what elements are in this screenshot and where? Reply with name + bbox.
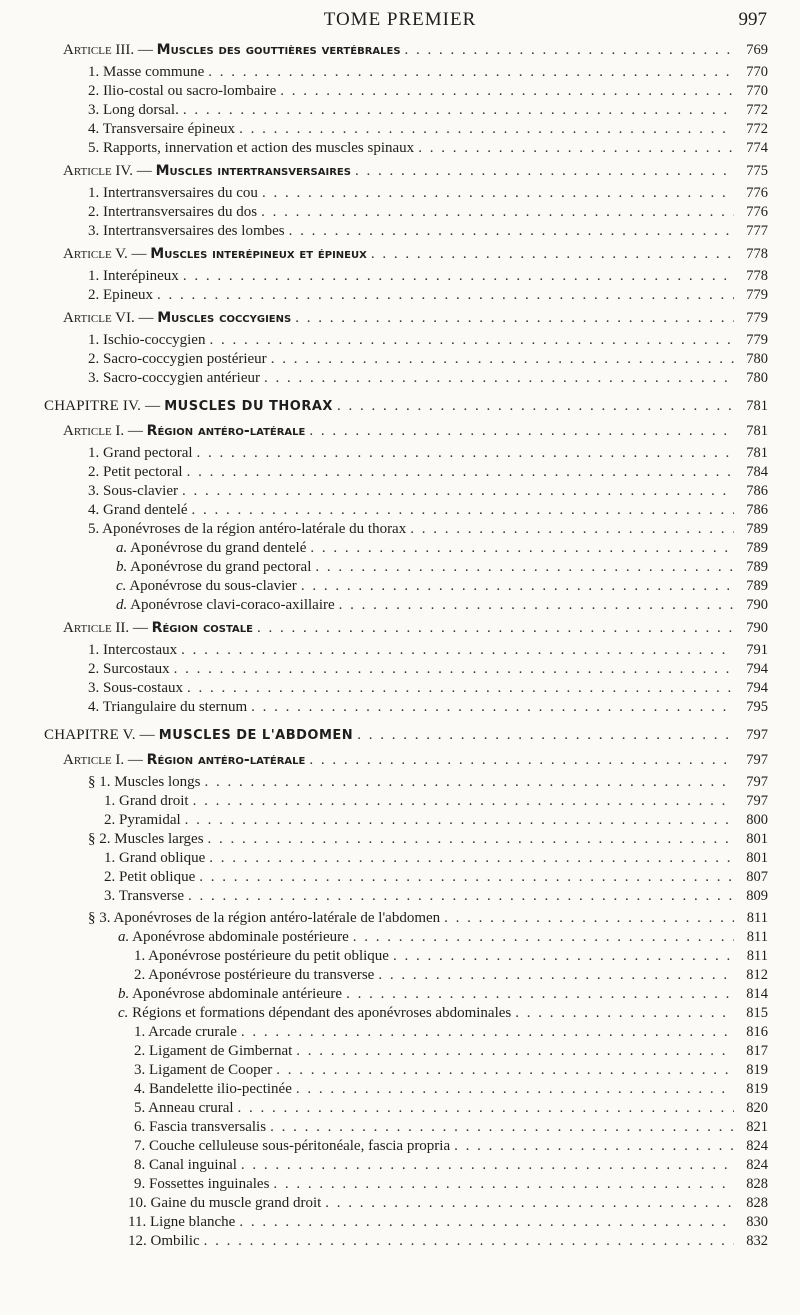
toc-page-number: 774 <box>746 140 768 156</box>
leader-dots <box>309 752 734 769</box>
toc-entry-label: 2. Epineux <box>88 287 153 303</box>
toc-page-number: 832 <box>746 1233 768 1249</box>
toc-entry-label: b. Aponévrose abdominale antérieure <box>118 986 343 1002</box>
toc-page-number: 797 <box>746 752 768 768</box>
toc-entry-label: 12. Ombilic <box>128 1233 200 1249</box>
toc-entry <box>88 351 768 371</box>
toc-entry-label: a. Aponévrose du grand dentelé <box>116 540 307 556</box>
toc-page-number: 797 <box>746 727 768 743</box>
toc-entry-label: 2. Petit pectoral <box>88 464 183 480</box>
toc-entry-label: c. Régions et formations dépendant des aponévroses abdominales <box>118 1005 512 1021</box>
toc-entry-prefix: Article VI. — <box>63 310 158 326</box>
leader-dots <box>309 423 734 440</box>
toc-entry <box>116 540 768 560</box>
toc-entry-label: 5. Anneau crural <box>134 1100 234 1116</box>
toc-entry <box>134 948 768 968</box>
toc-entry <box>88 332 768 352</box>
toc-entry <box>88 464 768 484</box>
leader-dots <box>174 661 734 678</box>
leader-dots <box>239 1214 734 1231</box>
toc-page-number: 811 <box>746 929 768 945</box>
leader-dots <box>261 204 734 221</box>
toc-entry <box>116 559 768 579</box>
toc-page-number: 797 <box>746 793 768 809</box>
toc-entry <box>88 521 768 541</box>
toc-page-number: 817 <box>746 1043 768 1059</box>
toc-entry <box>134 1119 768 1139</box>
toc-entry-label: 3. Sous-clavier <box>88 483 178 499</box>
toc-entry-prefix: Article V. — <box>63 246 151 262</box>
leader-dots <box>238 1100 734 1117</box>
toc-entry-label <box>44 398 333 415</box>
toc-entry-label: § 2. Muscles larges <box>88 831 204 847</box>
toc-page-number: 777 <box>746 223 768 239</box>
toc-entry <box>88 204 768 224</box>
toc-entry-label: 1. Masse commune <box>88 64 205 80</box>
leader-dots <box>205 774 735 791</box>
toc-page-number: 778 <box>746 246 768 262</box>
toc-article-entry <box>63 310 768 330</box>
leader-dots <box>264 370 734 387</box>
toc-entry-label: § 1. Muscles longs <box>88 774 201 790</box>
running-title: TOME PREMIER <box>323 9 477 30</box>
leader-dots <box>346 986 734 1003</box>
toc-page-number: 789 <box>746 540 768 556</box>
toc-page-number: 828 <box>746 1195 768 1211</box>
toc-page-number: 789 <box>746 578 768 594</box>
toc-entry-label: 5. Rapports, innervation et action des muscles spinaux <box>88 140 415 156</box>
toc-entry <box>134 1100 768 1120</box>
leader-dots <box>410 521 734 538</box>
leader-dots <box>193 793 734 810</box>
toc-page-number: 801 <box>746 850 768 866</box>
toc-entry-prefix: Article II. — <box>63 620 152 636</box>
leader-dots <box>188 888 734 905</box>
toc-page-number: 779 <box>746 310 768 326</box>
toc-page-number: 779 <box>746 287 768 303</box>
toc-chapter-entry <box>44 398 768 418</box>
toc-entry-label: 4. Grand dentelé <box>88 502 188 518</box>
leader-dots <box>296 1081 734 1098</box>
toc-page-number: 824 <box>746 1157 768 1173</box>
toc-entry-label: 3. Intertransversaires des lombes <box>88 223 285 239</box>
toc-entry-label: 2. Petit oblique <box>104 869 196 885</box>
toc-entry-title: MUSCLES DU THORAX <box>164 399 333 414</box>
toc-page-number: 789 <box>746 559 768 575</box>
toc-entry-label: 2. Intertransversaires du dos <box>88 204 258 220</box>
toc-page-number: 791 <box>746 642 768 658</box>
toc-page-number: 770 <box>746 64 768 80</box>
toc-page-number: 800 <box>746 812 768 828</box>
leader-dots <box>393 948 734 965</box>
toc-entry-label: 5. Aponévroses de la région antéro-latérale du thorax <box>88 521 407 537</box>
toc-entry <box>134 1157 768 1177</box>
toc-entry <box>118 1005 768 1025</box>
toc-page-number: 781 <box>746 445 768 461</box>
leader-dots <box>295 310 734 327</box>
toc-entry <box>134 1176 768 1196</box>
toc-entry-label: 11. Ligne blanche <box>128 1214 236 1230</box>
leader-dots <box>183 102 734 119</box>
toc-page-number: 821 <box>746 1119 768 1135</box>
toc-page-number: 776 <box>746 185 768 201</box>
leader-dots <box>257 620 734 637</box>
page-number: 997 <box>738 9 767 30</box>
toc-entry <box>88 642 768 662</box>
toc-page-number: 830 <box>746 1214 768 1230</box>
toc-entry-prefix: CHAPITRE V. — <box>44 727 159 743</box>
leader-dots <box>182 483 734 500</box>
leader-dots <box>271 351 734 368</box>
toc-entry-label: 3. Ligament de Cooper <box>134 1062 273 1078</box>
toc-entry <box>134 1138 768 1158</box>
toc-entry <box>88 64 768 84</box>
toc-entry-label: 2. Sacro-coccygien postérieur <box>88 351 267 367</box>
leader-dots <box>444 910 734 927</box>
toc-page-number: 797 <box>746 774 768 790</box>
leader-dots <box>289 223 734 240</box>
toc-page-number: 775 <box>746 163 768 179</box>
toc-entry <box>104 869 768 889</box>
toc-page-number: 814 <box>746 986 768 1002</box>
toc-entry <box>88 699 768 719</box>
toc-entry-title: Muscles intertransversaires <box>155 163 351 179</box>
toc-page-number: 772 <box>746 121 768 137</box>
toc-page-number: 811 <box>746 910 768 926</box>
leader-dots <box>204 1233 734 1250</box>
leader-dots <box>251 699 734 716</box>
leader-dots <box>185 812 734 829</box>
toc-entry <box>134 1024 768 1044</box>
toc-entry-title: Muscles coccygiens <box>157 310 292 326</box>
leader-dots <box>183 268 734 285</box>
toc-page-number: 769 <box>746 42 768 58</box>
toc-entry <box>134 967 768 987</box>
toc-entry-label: 3. Sacro-coccygien antérieur <box>88 370 260 386</box>
toc-page-number: 795 <box>746 699 768 715</box>
toc-page-number: 770 <box>746 83 768 99</box>
toc-entry <box>88 680 768 700</box>
leader-dots <box>270 1119 734 1136</box>
toc-article-entry <box>63 42 768 62</box>
toc-entry-title: Muscles interépineux et épineux <box>150 246 367 262</box>
toc-entry-label <box>63 246 367 263</box>
toc-page-number: 776 <box>746 204 768 220</box>
leader-dots <box>157 287 734 304</box>
leader-dots <box>181 642 734 659</box>
leader-dots <box>339 597 734 614</box>
toc-entry-prefix: Article III. — <box>63 42 157 58</box>
leader-dots <box>371 246 734 263</box>
toc-entry-label <box>63 310 291 327</box>
toc-page-number: 809 <box>746 888 768 904</box>
toc-entry-title: Région antéro-latérale <box>146 423 306 439</box>
toc-entry <box>88 83 768 103</box>
toc-page-number: 790 <box>746 620 768 636</box>
toc-entry-label: 1. Interépineux <box>88 268 179 284</box>
leader-dots <box>192 502 734 519</box>
leader-dots <box>208 64 734 81</box>
toc-entry <box>88 831 768 851</box>
toc-article-entry <box>63 246 768 266</box>
leader-dots <box>241 1157 734 1174</box>
toc-entry-label <box>44 727 353 744</box>
toc-entry <box>88 223 768 243</box>
toc-entry <box>88 774 768 794</box>
toc-page-number: 812 <box>746 967 768 983</box>
toc-entry-label <box>63 620 253 637</box>
toc-entry-label: 2. Aponévrose postérieure du transverse <box>134 967 375 983</box>
toc-entry <box>88 268 768 288</box>
toc-entry-label: 4. Triangulaire du sternum <box>88 699 248 715</box>
toc-entry-label: 1. Ischio-coccygien <box>88 332 206 348</box>
toc-article-entry <box>63 752 768 772</box>
toc-entry-title: Région antéro-latérale <box>146 752 306 768</box>
toc-page-number: 820 <box>746 1100 768 1116</box>
toc-entry-label: c. Aponévrose du sous-clavier <box>116 578 297 594</box>
leader-dots <box>262 185 734 202</box>
toc-page-number: 786 <box>746 483 768 499</box>
toc-page-number: 819 <box>746 1062 768 1078</box>
toc-entry-label: 1. Grand pectoral <box>88 445 193 461</box>
toc-entry <box>104 812 768 832</box>
toc-article-entry <box>63 163 768 183</box>
toc-entry-label: 4. Transversaire épineux <box>88 121 236 137</box>
toc-page-number: 807 <box>746 869 768 885</box>
toc-page-number: 779 <box>746 332 768 348</box>
toc-entry-label: b. Aponévrose du grand pectoral <box>116 559 312 575</box>
leader-dots <box>310 540 734 557</box>
toc-article-entry <box>63 620 768 640</box>
toc-entry-label: 2. Surcostaux <box>88 661 170 677</box>
toc-entry-label <box>63 423 305 440</box>
toc-entry-label: 2. Ligament de Gimbernat <box>134 1043 293 1059</box>
leader-dots <box>209 850 734 867</box>
toc-entry-prefix: Article I. — <box>63 423 147 439</box>
toc-entry-label: 1. Intercostaux <box>88 642 178 658</box>
leader-dots <box>325 1195 734 1212</box>
toc-entry-label: 1. Intertransversaires du cou <box>88 185 258 201</box>
leader-dots <box>296 1043 734 1060</box>
toc-entry-label: 1. Aponévrose postérieure du petit oblique <box>134 948 389 964</box>
leader-dots <box>187 680 734 697</box>
toc-page-number: 815 <box>746 1005 768 1021</box>
toc-entry <box>134 1043 768 1063</box>
toc-entry-label: 3. Sous-costaux <box>88 680 183 696</box>
toc-entry <box>116 597 768 617</box>
toc-page-number: 789 <box>746 521 768 537</box>
leader-dots <box>276 1062 734 1079</box>
toc-page-number: 780 <box>746 370 768 386</box>
toc-entry-label <box>63 42 401 59</box>
toc-entry <box>88 483 768 503</box>
toc-page-number: 778 <box>746 268 768 284</box>
toc-entry-label: 3. Transverse <box>104 888 185 904</box>
toc-entry-label: § 3. Aponévroses de la région antéro-latérale de l'abdomen <box>88 910 441 926</box>
toc-entry-label: 7. Couche celluleuse sous-péritonéale, fascia propria <box>134 1138 451 1154</box>
toc-entry <box>88 910 768 930</box>
toc-entry <box>128 1214 768 1234</box>
leader-dots <box>353 929 734 946</box>
toc-entry <box>118 929 768 949</box>
toc-page-number: 780 <box>746 351 768 367</box>
leader-dots <box>273 1176 734 1193</box>
toc-page-number: 794 <box>746 680 768 696</box>
toc-page-number: 819 <box>746 1081 768 1097</box>
toc-entry <box>88 185 768 205</box>
toc-entry-label: 9. Fossettes inguinales <box>134 1176 270 1192</box>
leader-dots <box>337 398 734 415</box>
toc-entry <box>134 1081 768 1101</box>
toc-entry <box>104 793 768 813</box>
toc-entry-title: Muscles des gouttières vertébrales <box>156 42 401 58</box>
toc-entry <box>88 287 768 307</box>
leader-dots <box>241 1024 734 1041</box>
toc-page-number: 790 <box>746 597 768 613</box>
leader-dots <box>515 1005 734 1022</box>
toc-entry-title: Région costale <box>151 620 253 636</box>
toc-entry-label <box>63 163 351 180</box>
leader-dots <box>239 121 734 138</box>
toc-entry-prefix: CHAPITRE IV. — <box>44 398 165 414</box>
toc-page-number: 784 <box>746 464 768 480</box>
toc-article-entry <box>63 423 768 443</box>
leader-dots <box>315 559 734 576</box>
toc-entry-prefix: Article I. — <box>63 752 147 768</box>
leader-dots <box>355 163 734 180</box>
toc-entry <box>88 121 768 141</box>
toc-entry-label: 2. Pyramidal <box>104 812 181 828</box>
leader-dots <box>454 1138 734 1155</box>
toc-page-number: 794 <box>746 661 768 677</box>
toc-entry <box>134 1062 768 1082</box>
leader-dots <box>187 464 734 481</box>
toc-entry-label: 10. Gaine du muscle grand droit <box>128 1195 322 1211</box>
toc-page-number: 781 <box>746 423 768 439</box>
toc-page-number: 786 <box>746 502 768 518</box>
toc-entry <box>88 370 768 390</box>
running-header <box>0 9 800 31</box>
toc-entry <box>128 1233 768 1253</box>
leader-dots <box>378 967 734 984</box>
toc-page-number: 816 <box>746 1024 768 1040</box>
toc-entry-label: d. Aponévrose clavi-coraco-axillaire <box>116 597 335 613</box>
leader-dots <box>418 140 734 157</box>
leader-dots <box>357 727 734 744</box>
toc-entry-label: 1. Grand droit <box>104 793 189 809</box>
leader-dots <box>197 445 734 462</box>
leader-dots <box>280 83 734 100</box>
toc-entry-label: a. Aponévrose abdominale postérieure <box>118 929 349 945</box>
toc-entry-label: 2. Ilio-costal ou sacro-lombaire <box>88 83 277 99</box>
toc-entry-label: 1. Arcade crurale <box>134 1024 237 1040</box>
toc-page-number: 801 <box>746 831 768 847</box>
toc-chapter-entry <box>44 727 768 747</box>
leader-dots <box>405 42 734 59</box>
toc-page-number: 824 <box>746 1138 768 1154</box>
toc-entry-prefix: Article IV. — <box>63 163 156 179</box>
toc-page-number: 828 <box>746 1176 768 1192</box>
toc-entry <box>118 986 768 1006</box>
toc-entry-label <box>63 752 305 769</box>
leader-dots <box>208 831 734 848</box>
toc-entry <box>104 850 768 870</box>
leader-dots <box>209 332 734 349</box>
toc-entry <box>128 1195 768 1215</box>
toc-entry <box>88 502 768 522</box>
toc-entry-title: MUSCLES DE L'ABDOMEN <box>158 728 354 743</box>
toc-entry <box>88 140 768 160</box>
toc-entry-label: 6. Fascia transversalis <box>134 1119 267 1135</box>
leader-dots <box>301 578 734 595</box>
leader-dots <box>199 869 734 886</box>
toc-entry-label: 1. Grand oblique <box>104 850 206 866</box>
toc-entry-label: 8. Canal inguinal <box>134 1157 237 1173</box>
toc-page-number: 781 <box>746 398 768 414</box>
toc-page-number: 772 <box>746 102 768 118</box>
toc-entry-label: 4. Bandelette ilio-pectinée <box>134 1081 292 1097</box>
toc-entry <box>104 888 768 908</box>
toc-entry <box>88 445 768 465</box>
toc-entry <box>88 661 768 681</box>
toc-entry <box>88 102 768 122</box>
toc-page-number: 811 <box>746 948 768 964</box>
toc-entry <box>116 578 768 598</box>
toc-entry-label: 3. Long dorsal. <box>88 102 179 118</box>
